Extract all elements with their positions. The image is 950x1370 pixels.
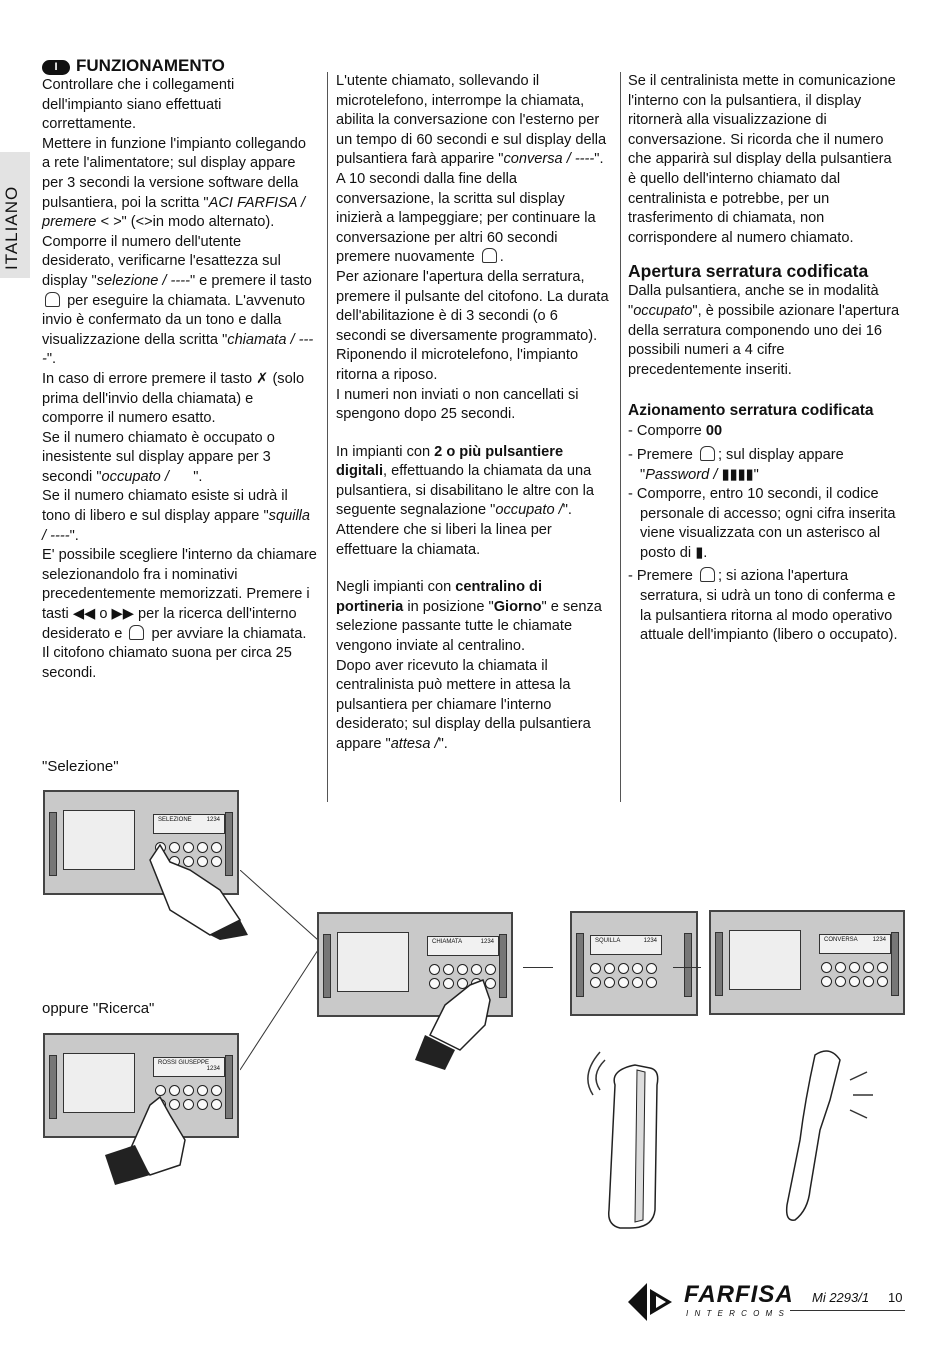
speaker-grille	[63, 810, 135, 870]
panel-display: CHIAMATA 1234	[427, 936, 499, 956]
paragraph: Mettere in funzione l'impianto collegando a rete l'alimentatore; sul display appare per 3 secondi la versione software della pulsantiera, poi la scritta "ACI FARFISA / premere < >" (<>in modo alternato).	[42, 135, 307, 231]
paragraph: Riponendo il microtelefono, l'impianto ritorna a riposo.	[336, 347, 579, 383]
section-title: FUNZIONAMENTO	[76, 56, 225, 75]
bell-icon	[700, 567, 715, 582]
bell-icon	[700, 446, 715, 461]
list-item: - Premere ; si aziona l'apertura serratura, si udrà un tono di conferma e la pulsantiera ritorna al modo operativo attuale dell'impianto (libero o occupato).	[628, 568, 898, 644]
lifted-handset-icon	[775, 1040, 895, 1235]
paragraph: In caso di errore premere il tasto ✗ (solo prima dell'invio della chiamata) e comporre il numero esatto.	[42, 370, 305, 427]
subsection-title: Apertura serratura codificata	[628, 261, 869, 282]
farfisa-logo-mark-icon	[628, 1283, 680, 1321]
panel-display: ROSSI GIUSEPPE 1234	[153, 1057, 225, 1077]
paragraph: Dopo aver ricevuto la chiamata il centralinista può mettere in attesa la pulsantiera per chiamare l'interno desiderato; sul display della pulsantiera appare "attesa /".	[336, 657, 591, 752]
paragraph: I numeri non inviati o non cancellati si spengono dopo 25 secondi.	[336, 386, 579, 423]
panel-display: SELEZIONE 1234	[153, 814, 225, 834]
scroll-right-icon: ▶▶	[111, 606, 134, 623]
paragraph: L'utente chiamato, sollevando il microtelefono, interrompe la chiamata, abilita la conversazione con l'esterno per un tempo di 60 secondi e sul display della pulsantiera farà apparire "conversa / ----".	[336, 73, 607, 168]
figure-caption: oppure "Ricerca"	[42, 1000, 155, 1017]
column-1	[42, 76, 317, 683]
list-item: - Comporre 00	[628, 423, 723, 440]
column-divider	[620, 72, 621, 802]
list-item: - Comporre, entro 10 secondi, il codice personale di accesso; ogni cifra inserita viene visualizzata con un asterisco al posto di ▮.	[628, 486, 896, 561]
bell-icon	[482, 248, 497, 263]
scroll-left-icon: ◀◀	[72, 606, 96, 623]
column-divider	[327, 72, 328, 802]
bell-icon	[45, 292, 60, 307]
hand-pressing-icon	[130, 840, 250, 940]
column-3	[628, 72, 902, 646]
panel-display: CONVERSA 1234	[819, 934, 891, 954]
paragraph: Controllare che i collegamenti dell'impianto siano effettuati correttamente.	[42, 77, 235, 133]
connector-line	[523, 967, 553, 968]
door-panel-conversa	[709, 910, 905, 1015]
ringing-handset-icon	[585, 1040, 685, 1235]
paragraph: A 10 secondi dalla fine della conversazione, la scritta sul display inizierà a lampeggiare; per continuare la conversazione per altri 60 secondi premere nuovamente .	[336, 170, 596, 266]
subsection-title: Azionamento serratura codificata	[628, 402, 874, 420]
brand-subtitle: I N T E R C O M S	[686, 1309, 786, 1318]
column-2	[336, 72, 610, 755]
paragraph: Negli impianti con centralino di portineria in posizione "Giorno" e senza selezione passante tutte le chiamate vengono inviate al centralino.	[336, 579, 602, 655]
connector-line	[673, 967, 701, 968]
hand-pressing-icon	[395, 965, 515, 1075]
document-code: Mi 2293/1	[812, 1290, 870, 1305]
brand-name: FARFISA	[684, 1281, 794, 1308]
paragraph: Comporre il numero dell'utente desiderato, verificarne l'esattezza sul display "selezione / ----" e premere il tasto per eseguire la chiamata. L'avvenuto invio è confermato da un tono e dalla visualizzazione della scritta "chiamata / ----".	[42, 233, 314, 368]
page-number: 10	[888, 1290, 903, 1305]
block-cursor-icon: ▮	[695, 544, 704, 561]
cancel-key-icon: ✗	[256, 370, 269, 387]
hand-pressing-icon	[95, 1085, 205, 1185]
figure-caption: "Selezione"	[42, 758, 119, 775]
paragraph: Il citofono chiamato suona per circa 25 secondi.	[42, 645, 292, 681]
speaker-grille	[729, 930, 801, 990]
language-tab	[0, 152, 30, 278]
paragraph: Se il numero chiamato è occupato o inesistente sul display appare per 3 secondi "occupato / ".	[42, 429, 275, 485]
list-item: - Premere ; sul display appare "Password / ▮▮▮▮"	[628, 446, 844, 483]
language-badge: I	[42, 60, 70, 75]
door-panel-squilla	[570, 911, 698, 1016]
password-mask-icon: ▮▮▮▮	[721, 466, 754, 483]
farfisa-logo	[628, 1279, 818, 1329]
paragraph: In impianti con 2 o più pulsantiere digitali, effettuando la chiamata da una pulsantiera, si disabilitano le altre con la seguente segnalazione "occupato /". Attendere che si liberi la linea per effettuare la chiamata.	[336, 443, 594, 558]
paragraph: Se il centralinista mette in comunicazione l'interno con la pulsantiera, il display ritornerà alla visualizzazione di conversazione. Si ricorda che il numero che apparirà sul display della pulsantiera è quello dell'interno chiamato dal centralinista e potrebbe, per un trasferimento di chiamata, non corrispondere al numero chiamato.	[628, 73, 896, 246]
bell-icon	[129, 625, 144, 640]
paragraph: E' possibile scegliere l'interno da chiamare selezionandolo fra i nominativi precedentemente memorizzati. Premere i tasti ◀◀ o ▶▶ per la ricerca dell'interno desiderato e per avviare la chiamata.	[42, 547, 317, 642]
language-label: ITALIANO	[2, 185, 21, 270]
paragraph: Dalla pulsantiera, anche se in modalità "occupato", è possibile azionare l'apertura della serratura componendo uno dei 16 possibili numeri a 4 cifre precedentemente inseriti.	[628, 283, 900, 378]
footer-rule	[790, 1310, 905, 1311]
panel-display: SQUILLA 1234	[590, 935, 662, 955]
section-heading	[42, 56, 225, 76]
paragraph: Se il numero chiamato esiste si udrà il tono di libero e sul display appare "squilla / ----".	[42, 488, 311, 544]
paragraph: Per azionare l'apertura della serratura, premere il pulsante del citofono. La durata dell'abilitazione è di 3 secondi (o 6 secondi se diversamente programmato).	[336, 268, 609, 344]
